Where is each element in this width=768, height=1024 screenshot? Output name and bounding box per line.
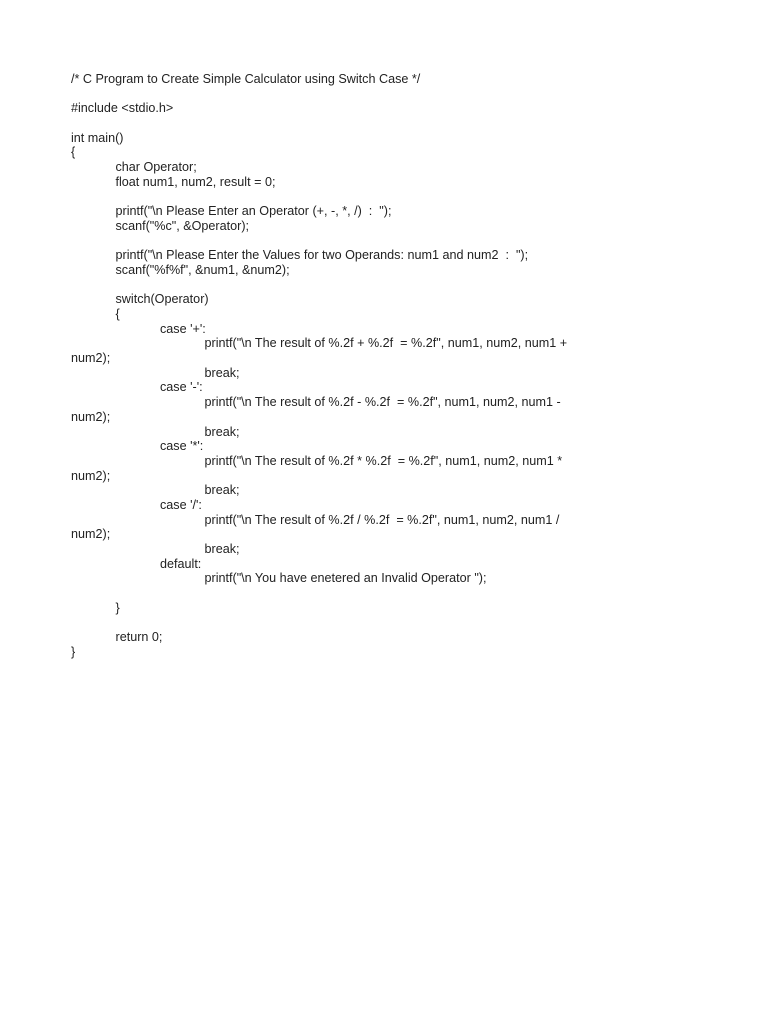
break-minus-line: break;	[204, 424, 240, 439]
printf-operator-line: printf("\n Please Enter an Operator (+, -, *, /) : ");	[115, 204, 392, 219]
case-divide-line: case '/':	[160, 497, 202, 512]
wrap-multiply-line: num2);	[71, 468, 111, 483]
blank-line	[71, 234, 731, 249]
scanf-operator-line: scanf("%c", &Operator);	[115, 218, 250, 233]
break-multiply-line: break;	[204, 483, 240, 498]
switch-open-brace: {	[115, 307, 120, 321]
blank-line	[71, 87, 731, 102]
scanf-values-line: scanf("%f%f", &num1, &num2);	[115, 262, 290, 277]
break-divide-line: break;	[204, 542, 240, 556]
wrap-plus-line: num2);	[71, 351, 111, 366]
wrap-divide-line: num2);	[71, 527, 111, 542]
main-close-brace: }	[71, 644, 76, 659]
printf-divide-line: printf("\n The result of %.2f / %.2f = %.2f", num1, num2, num1 /	[204, 512, 560, 527]
blank-line	[71, 278, 731, 293]
case-minus-line: case '-':	[160, 380, 203, 395]
code-listing	[71, 72, 731, 660]
break-plus-line: break;	[204, 365, 240, 380]
main-signature-line: int main()	[71, 130, 124, 145]
blank-line	[71, 615, 731, 630]
default-label-line: default:	[160, 556, 202, 571]
float-declaration-line: float num1, num2, result = 0;	[115, 174, 276, 189]
code-comment-line: /* C Program to Create Simple Calculator using Switch Case */	[71, 72, 421, 86]
printf-multiply-line: printf("\n The result of %.2f * %.2f = %.2f", num1, num2, num1 *	[204, 453, 563, 468]
char-declaration-line: char Operator;	[115, 160, 197, 175]
return-line: return 0;	[115, 630, 163, 645]
main-open-brace: {	[71, 145, 76, 160]
case-multiply-line: case '*':	[160, 439, 204, 454]
printf-values-line: printf("\n Please Enter the Values for two Operands: num1 and num2 : ");	[115, 248, 529, 263]
printf-minus-line: printf("\n The result of %.2f - %.2f = %.2f", num1, num2, num1 -	[204, 395, 561, 410]
blank-line	[71, 116, 731, 131]
switch-line: switch(Operator)	[115, 292, 209, 307]
printf-plus-line: printf("\n The result of %.2f + %.2f = %.2f", num1, num2, num1 +	[204, 336, 568, 351]
case-plus-line: case '+':	[160, 321, 206, 336]
wrap-minus-line: num2);	[71, 409, 111, 424]
blank-line	[71, 586, 731, 601]
switch-close-brace: }	[115, 600, 120, 615]
blank-line	[71, 190, 731, 205]
include-line: #include <stdio.h>	[71, 101, 174, 116]
printf-default-line: printf("\n You have enetered an Invalid Operator ");	[204, 571, 487, 586]
